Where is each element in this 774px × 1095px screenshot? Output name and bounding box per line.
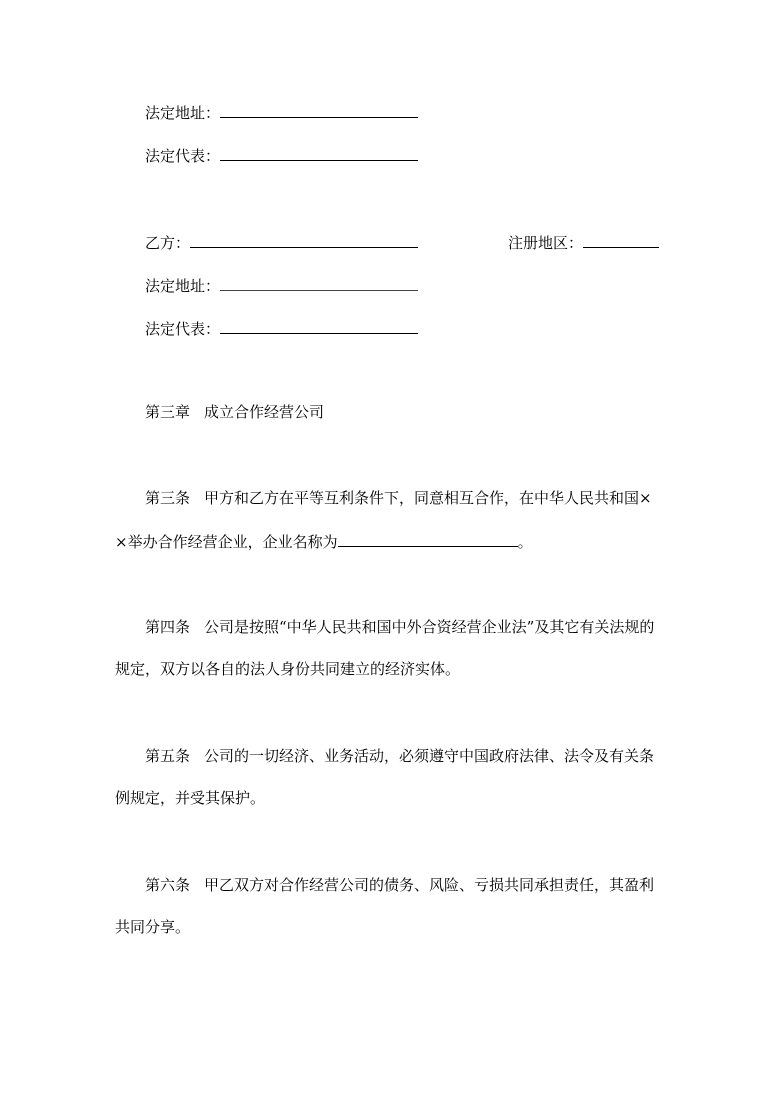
article-text-line2: 例规定，并受其保护。 <box>115 789 266 807</box>
chapter-number: 第三章 <box>145 403 191 421</box>
article-text-line2-end: 。 <box>517 533 533 551</box>
article-text-line1: 甲乙双方对合作经营公司的债务、风险、亏损共同承担责任，其盈利 <box>204 876 655 894</box>
article-number: 第四条 <box>145 618 191 636</box>
article-5 <box>115 746 663 808</box>
party-a-rep-blank <box>220 144 418 161</box>
party-b-region-label: 注册地区： <box>508 234 584 252</box>
party-b-address-blank <box>220 274 418 291</box>
article-4 <box>115 617 663 679</box>
article-text-line2: 规定，双方以各自的法人身份共同建立的经济实体。 <box>115 660 461 678</box>
article-number: 第六条 <box>145 876 191 894</box>
article-3 <box>115 488 663 550</box>
party-b-name-blank <box>190 231 418 248</box>
party-b-rep-label: 法定代表： <box>145 320 221 338</box>
chapter-heading <box>145 402 324 422</box>
party-b-rep-blank <box>220 317 418 334</box>
company-name-blank <box>338 530 518 547</box>
party-a-address-row <box>145 101 418 121</box>
party-b-address-row <box>145 274 418 294</box>
article-text-line1: 公司是按照“中华人民共和国中外合资经营企业法”及其它有关法规的 <box>204 618 655 636</box>
article-text-line1: 甲方和乙方在平等互利条件下，同意相互合作，在中华人民共和国× <box>204 489 652 507</box>
party-a-address-label: 法定地址： <box>145 104 221 122</box>
article-number: 第五条 <box>145 747 191 765</box>
article-text-line1: 公司的一切经济、业务活动，必须遵守中国政府法律、法令及有关条 <box>204 747 655 765</box>
party-b-region-blank <box>583 231 659 248</box>
article-text-line2: ×举办合作经营企业，企业名称为 <box>115 533 338 551</box>
party-b-rep-row <box>145 317 418 337</box>
chapter-title: 成立合作经营公司 <box>204 403 325 421</box>
party-b-name-label: 乙方： <box>145 234 191 252</box>
article-number: 第三条 <box>145 489 191 507</box>
party-a-address-blank <box>220 101 418 118</box>
article-6 <box>115 875 663 937</box>
article-text-line2: 共同分享。 <box>115 918 191 936</box>
party-b-address-label: 法定地址： <box>145 277 221 295</box>
party-b-region-row <box>508 231 659 251</box>
party-b-name-row <box>145 231 418 251</box>
party-a-rep-label: 法定代表： <box>145 147 221 165</box>
party-a-rep-row <box>145 144 418 164</box>
